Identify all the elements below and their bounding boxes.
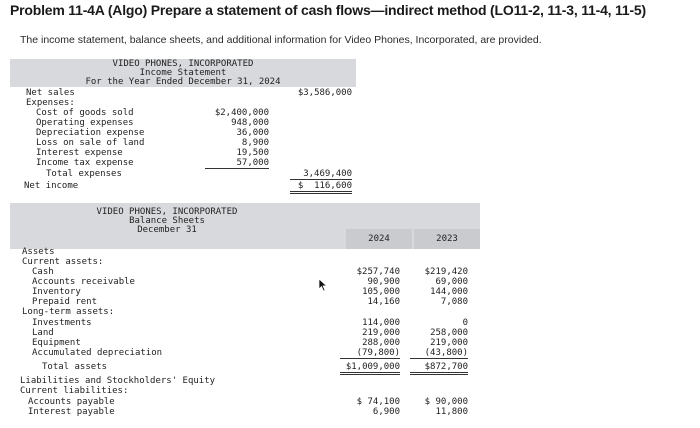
asset-2023: 7,080 [440, 297, 468, 307]
asset-2023: (43,800) [410, 348, 468, 359]
asset-label: Cash [32, 267, 54, 277]
asset-2023: 69,000 [435, 277, 468, 287]
asset-2024: 219,000 [362, 328, 400, 338]
is-period: For the Year Ended December 31, 2024 [85, 77, 281, 87]
mouse-pointer-icon [318, 278, 328, 292]
net-sales-label: Net sales [26, 88, 75, 98]
net-income-value: $ 116,600 [290, 181, 352, 194]
asset-label: Investments [32, 318, 92, 328]
problem-title: Problem 11-4A (Algo) Prepare a statement of cash flows—indirect method (LO11-2, 11-3, 11-4, 11-5) [10, 2, 646, 18]
liabilities-equity-label: Liabilities and Stockholders' Equity [20, 376, 216, 386]
is-statement-name: Income Statement [139, 68, 227, 78]
expense-value: 948,000 [231, 118, 269, 128]
liability-label: Accounts payable [28, 397, 115, 407]
bs-date: December 31 [137, 225, 197, 235]
asset-2023: 258,000 [430, 328, 468, 338]
total-expenses-value: 3,469,400 [290, 169, 352, 180]
asset-2024: 90,900 [367, 277, 400, 287]
asset-label: Accumulated depreciation [32, 348, 163, 358]
asset-2023: $219,420 [424, 267, 468, 277]
total-assets-2023: $872,700 [410, 362, 468, 375]
expense-label: Depreciation expense [36, 128, 145, 138]
liability-2023: 11,800 [435, 407, 468, 417]
asset-label: Equipment [32, 338, 81, 348]
asset-2023: 144,000 [430, 287, 468, 297]
expense-label: Income tax expense [36, 158, 134, 168]
bs-statement-name: Balance Sheets [129, 216, 205, 226]
liability-label: Interest payable [28, 407, 115, 417]
long-term-assets-label: Long-term assets: [22, 307, 115, 317]
net-income-label: Net income [24, 181, 79, 191]
total-assets-2024: $1,009,000 [340, 362, 400, 375]
net-sales-value: $3,586,000 [297, 88, 352, 98]
asset-2024: (79,800) [340, 348, 400, 359]
col-header-2023-cell [414, 229, 480, 249]
asset-label: Land [32, 328, 54, 338]
expense-value: 19,500 [236, 148, 269, 158]
col-header-2024-cell [346, 229, 412, 249]
asset-label: Accounts receivable [32, 277, 135, 287]
asset-2023: 0 [462, 318, 468, 328]
balance-sheet-header [10, 203, 480, 249]
is-company: VIDEO PHONES, INCORPORATED [112, 59, 254, 69]
col-header-2024: 2024 [368, 234, 390, 244]
asset-2024: 114,000 [362, 318, 400, 328]
expense-value: $2,400,000 [214, 108, 269, 118]
total-expenses-label: Total expenses [46, 169, 122, 179]
asset-2024: 288,000 [362, 338, 400, 348]
expense-label: Loss on sale of land [36, 138, 145, 148]
expense-label: Cost of goods sold [36, 108, 134, 118]
asset-2024: $257,740 [356, 267, 400, 277]
expenses-label: Expenses: [26, 98, 75, 108]
bs-company: VIDEO PHONES, INCORPORATED [96, 207, 238, 217]
asset-label: Prepaid rent [32, 297, 98, 307]
expense-value: 8,900 [241, 138, 269, 148]
asset-2023: 219,000 [430, 338, 468, 348]
current-liabilities-label: Current liabilities: [20, 386, 129, 396]
asset-2024: 105,000 [362, 287, 400, 297]
income-statement-header [10, 59, 356, 87]
problem-intro: The income statement, balance sheets, and additional information for Video Phones, Incorporated, are provided. [20, 34, 542, 46]
current-assets-label: Current assets: [22, 257, 104, 267]
liability-2024: $ 74,100 [356, 397, 400, 407]
liability-2023: $ 90,000 [424, 397, 468, 407]
expense-label: Operating expenses [36, 118, 134, 128]
assets-label: Assets [22, 247, 55, 257]
asset-label: Inventory [32, 287, 81, 297]
expense-value: 57,000 [205, 158, 269, 169]
expense-value: 36,000 [236, 128, 269, 138]
liability-2024: 6,900 [372, 407, 400, 417]
asset-2024: 14,160 [367, 297, 400, 307]
expense-label: Interest expense [36, 148, 123, 158]
col-header-2023: 2023 [436, 234, 458, 244]
total-assets-label: Total assets [42, 362, 108, 372]
